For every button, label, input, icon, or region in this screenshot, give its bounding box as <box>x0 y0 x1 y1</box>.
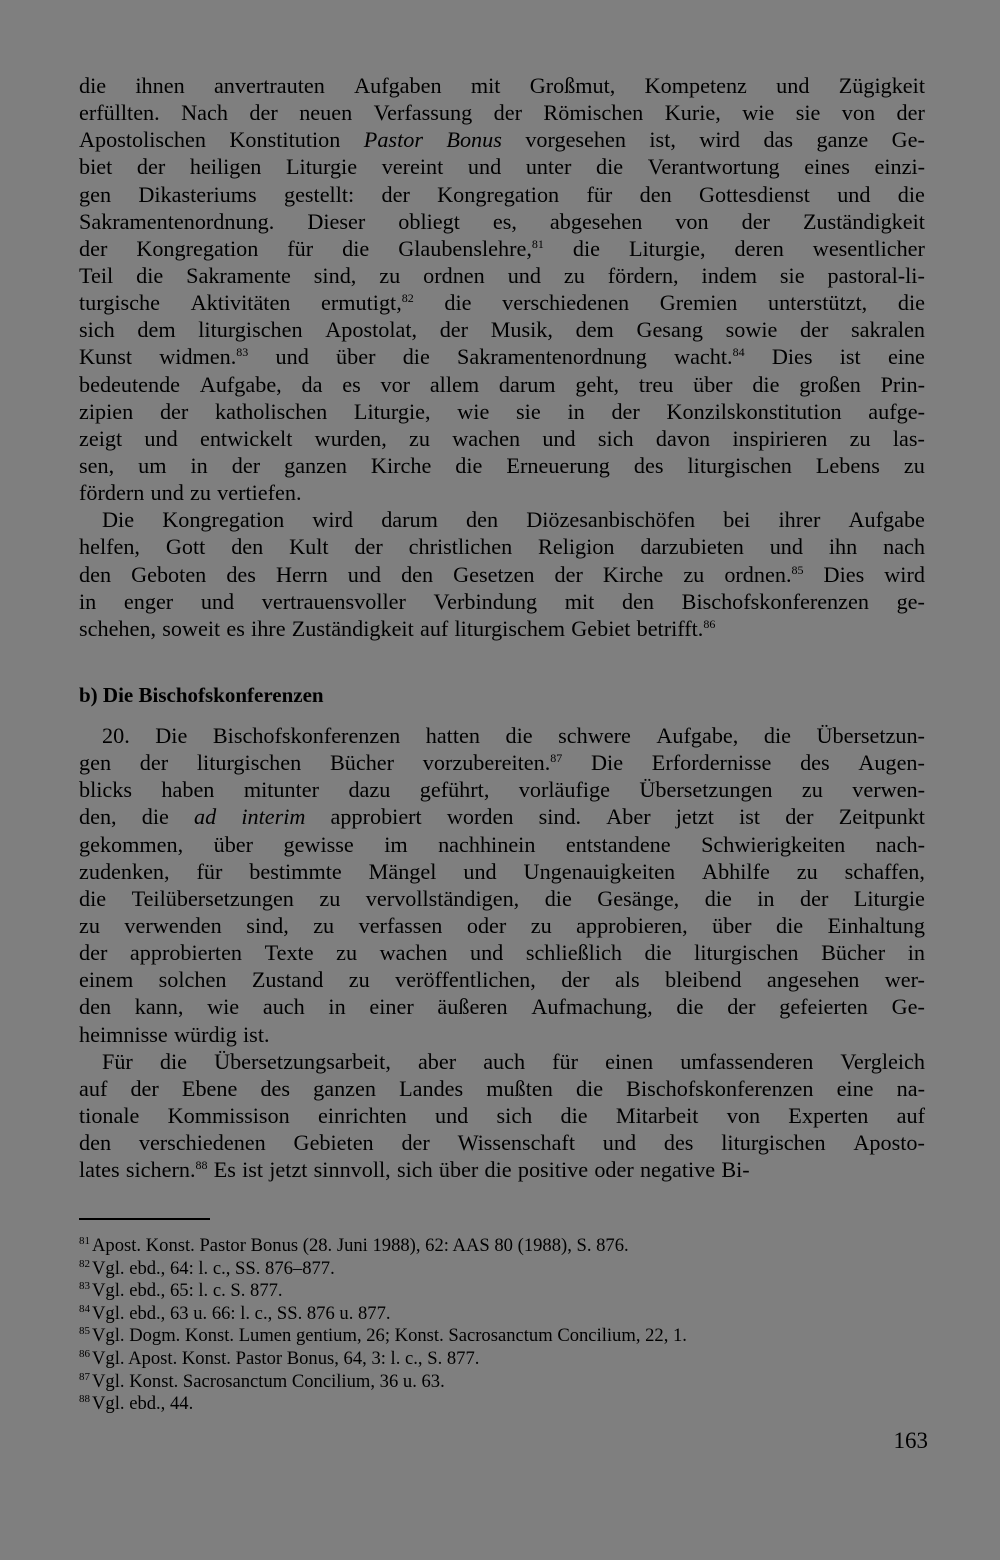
footnote <box>79 1371 925 1394</box>
paragraph <box>79 1048 925 1184</box>
text-line: helfen, Gott den Kult der christlichen Religion darzubieten und ihn nach <box>79 534 925 560</box>
footnote-text: Vgl. ebd., 44. <box>92 1393 194 1415</box>
text-line: Sakramentenordnung. Dieser obliegt es, abgesehen von der Zuständigkeit <box>79 208 925 234</box>
text-line: die ihnen anvertrauten Aufgaben mit Großmut, Kompetenz und Zügigkeit <box>79 73 925 98</box>
footnote-text: Apost. Konst. Pastor Bonus (28. Juni 1988), 62: AAS 80 (1988), S. 876. <box>92 1235 629 1256</box>
footnote <box>79 1348 925 1371</box>
text-line: schehen, soweit es ihre Zuständigkeit auf liturgischem Gebiet betrifft.$^{86}$ <box>79 615 716 641</box>
text-line: heimnisse würdig ist. <box>79 1021 270 1047</box>
text-line: gen der liturgischen Bücher vorzubereiten.$^{87}$ Die Erfordernisse des Augen- <box>79 750 925 776</box>
footnote <box>79 1325 925 1348</box>
text-line: gen Dikasteriums gestellt: der Kongregation für den Gottesdienst und die <box>79 181 925 207</box>
footnote-number: 85 <box>79 1325 90 1338</box>
text-line: 20. Die Bischofskonferenzen hatten die schwere Aufgabe, die Übersetzun- <box>102 722 925 748</box>
text-line: einem solchen Zustand zu veröffentlichen, der als bleibend angesehen wer- <box>79 967 925 993</box>
text-line: den verschiedenen Gebieten der Wissenschaft und des liturgischen Aposto- <box>79 1130 925 1156</box>
footnote-number: 88 <box>79 1393 90 1406</box>
footnote-text: Vgl. Konst. Sacrosanctum Concilium, 36 u. 63. <box>92 1370 445 1392</box>
footnote-text: Vgl. ebd., 63 u. 66: l. c., SS. 876 u. 877. <box>92 1302 391 1324</box>
main-text <box>79 72 925 1183</box>
text-line: sen, um in der ganzen Kirche die Erneuerung des liturgischen Lebens zu <box>79 452 925 478</box>
footnote <box>79 1303 925 1326</box>
text-line: lates sichern.$^{88}$ Es ist jetzt sinnvoll, sich über die positive oder negative Bi- <box>79 1157 750 1183</box>
footnote-number: 84 <box>79 1302 90 1315</box>
footnote-number: 87 <box>79 1370 90 1383</box>
text-line: fördern und zu vertiefen. <box>79 480 302 506</box>
text-line: den Geboten des Herrn und den Gesetzen der Kirche zu ordnen.$^{85}$ Dies wird <box>79 561 925 587</box>
text-line: den, die ad interim approbiert worden sind. Aber jetzt ist der Zeitpunkt <box>79 804 925 830</box>
footnote-rule <box>79 1218 210 1220</box>
text-line: zeigt und entwickelt wurden, zu wachen und sich davon inspirieren zu las- <box>79 425 925 451</box>
text-line: Für die Übersetzungsarbeit, aber auch für einen umfassenderen Vergleich <box>102 1048 925 1074</box>
paragraph <box>79 506 925 642</box>
text-line: Kunst widmen.$^{83}$ und über die Sakramentenordnung wacht.$^{84}$ Dies ist eine <box>79 344 925 370</box>
footnotes <box>79 1235 925 1416</box>
page-number: 163 <box>893 1428 928 1453</box>
footnote-text: Vgl. ebd., 65: l. c. S. 877. <box>92 1280 283 1302</box>
section-heading: b) Die Bischofskonferenzen <box>79 682 324 707</box>
text-line: zu verwenden sind, zu verfassen oder zu approbieren, über die Einhaltung <box>79 912 925 938</box>
footnote-text: Vgl. Apost. Konst. Pastor Bonus, 64, 3: l. c., S. 877. <box>92 1347 480 1369</box>
footnote-text: Vgl. Dogm. Konst. Lumen gentium, 26; Konst. Sacrosanctum Concilium, 22, 1. <box>92 1325 687 1347</box>
footnote <box>79 1280 925 1303</box>
text-line: tionale Kommissison einrichten und sich die Mitarbeit von Experten auf <box>79 1102 925 1128</box>
text-line: der Kongregation für die Glaubenslehre,$^{81}$ die Liturgie, deren wesentlicher <box>79 235 925 261</box>
paragraph <box>79 72 925 506</box>
footnote-number: 83 <box>79 1280 90 1293</box>
text-line: biet der heiligen Liturgie vereint und unter die Verantwortung eines einzi- <box>79 154 925 180</box>
text-line: bedeutende Aufgabe, da es vor allem darum geht, treu über die großen Prin- <box>79 371 925 397</box>
footnote <box>79 1235 925 1258</box>
text-line: turgische Aktivitäten ermutigt,$^{82}$ die verschiedenen Gremien unterstützt, die <box>79 290 925 316</box>
footnote-number: 82 <box>79 1257 90 1270</box>
text-line: der approbierten Texte zu wachen und schließlich die liturgischen Bücher in <box>79 940 925 966</box>
footnote-number: 81 <box>79 1235 90 1247</box>
text-line: blicks haben mitunter dazu geführt, vorläufige Übersetzungen zu verwen- <box>79 777 925 803</box>
text-line: Die Kongregation wird darum den Diözesanbischöfen bei ihrer Aufgabe <box>102 507 925 533</box>
paragraph <box>79 722 925 1048</box>
text-line: gekommen, über gewisse im nachhinein entstandene Schwierigkeiten nach- <box>79 831 925 857</box>
text-line: den kann, wie auch in einer äußeren Aufmachung, die der gefeierten Ge- <box>79 994 925 1020</box>
text-line: in enger und vertrauensvoller Verbindung mit den Bischofskonferenzen ge- <box>79 588 925 614</box>
footnote-number: 86 <box>79 1347 90 1360</box>
text-line: sich dem liturgischen Apostolat, der Musik, dem Gesang sowie der sakralen <box>79 317 925 343</box>
footnote <box>79 1393 925 1416</box>
text-line: zudenken, für bestimmte Mängel und Ungenauigkeiten Abhilfe zu schaffen, <box>79 858 925 884</box>
text-line: auf der Ebene des ganzen Landes mußten die Bischofskonferenzen eine na- <box>79 1075 925 1101</box>
text-line: Apostolischen Konstitution Pastor Bonus vorgesehen ist, wird das ganze Ge- <box>79 127 925 153</box>
text-line: erfüllten. Nach der neuen Verfassung der Römischen Kurie, wie sie von der <box>79 100 925 126</box>
text-line: zipien der katholischen Liturgie, wie sie in der Konzilskonstitution aufge- <box>79 398 925 424</box>
text-line: Teil die Sakramente sind, zu ordnen und zu fördern, indem sie pastoral-li- <box>79 262 925 288</box>
footnote <box>79 1258 925 1281</box>
footnote-text: Vgl. ebd., 64: l. c., SS. 876–877. <box>92 1257 335 1279</box>
text-line: die Teilübersetzungen zu vervollständigen, die Gesänge, die in der Liturgie <box>79 885 925 911</box>
